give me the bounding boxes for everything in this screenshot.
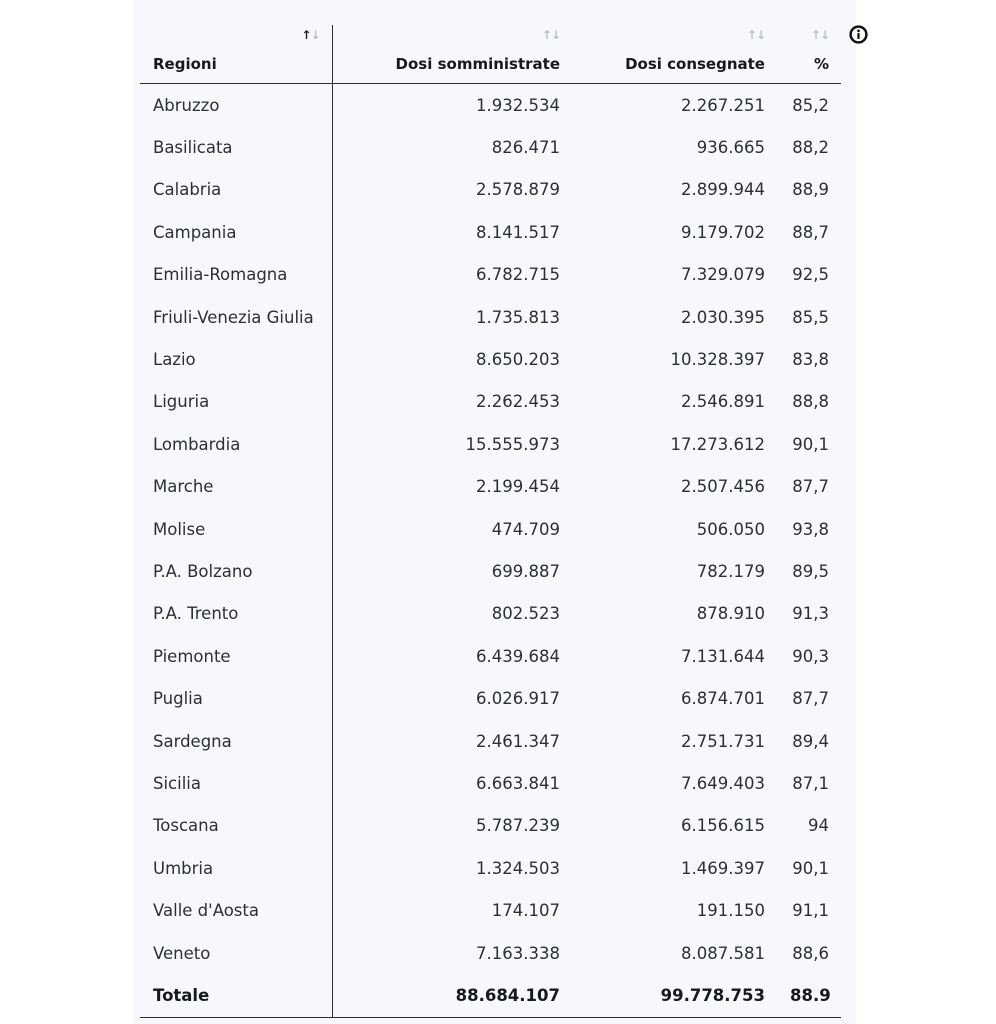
table-row — [140, 381, 841, 423]
cell-percent: 89,4 — [792, 731, 829, 751]
table-row — [140, 254, 841, 296]
table-row — [140, 889, 841, 931]
cell-regione: Calabria — [140, 169, 332, 211]
cell-regione: Lazio — [140, 338, 332, 380]
cell-regione: Basilicata — [140, 126, 332, 168]
cell-somministrate: 6.439.684 — [476, 646, 560, 666]
cell-percent: 85,2 — [792, 95, 829, 115]
cell-regione: Valle d'Aosta — [140, 889, 332, 931]
cell-somministrate: 474.709 — [491, 519, 560, 539]
cell-regione: Campania — [140, 211, 332, 253]
table-row — [140, 466, 841, 508]
table-row — [140, 805, 841, 847]
cell-percent: 87,7 — [792, 477, 829, 497]
cell-percent: 90,1 — [792, 858, 829, 878]
cell-regione: Molise — [140, 508, 332, 550]
column-header-somministrate-label: Dosi somministrate — [395, 55, 560, 73]
cell-percent: 87,1 — [792, 773, 829, 793]
table-row — [140, 84, 841, 127]
table-row — [140, 338, 841, 380]
cell-somministrate: 2.461.347 — [476, 731, 560, 751]
cell-consegnate: 782.179 — [696, 561, 765, 581]
cell-consegnate: 6.156.615 — [681, 816, 765, 836]
table-row — [140, 635, 841, 677]
table-header-row — [140, 25, 841, 84]
cell-regione: Veneto — [140, 932, 332, 974]
cell-consegnate: 2.030.395 — [681, 307, 765, 327]
cell-regione: Puglia — [140, 677, 332, 719]
cell-consegnate: 1.469.397 — [681, 858, 765, 878]
cell-regione: Marche — [140, 466, 332, 508]
cell-consegnate: 10.328.397 — [670, 350, 765, 370]
cell-somministrate: 7.163.338 — [476, 943, 560, 963]
cell-percent: 85,5 — [792, 307, 829, 327]
cell-regione: Friuli-Venezia Giulia — [140, 296, 332, 338]
column-header-regioni[interactable] — [140, 25, 332, 84]
table-row — [140, 169, 841, 211]
cell-regione: Sardegna — [140, 720, 332, 762]
cell-consegnate: 936.665 — [696, 138, 765, 158]
table-row — [140, 762, 841, 804]
column-header-percent-label: % — [813, 55, 829, 73]
total-somministrate: 88.684.107 — [332, 974, 572, 1017]
table-row — [140, 550, 841, 592]
sort-regioni-icon[interactable]: ↑↓ — [301, 28, 320, 42]
cell-consegnate: 878.910 — [696, 604, 765, 624]
cell-regione: Emilia-Romagna — [140, 254, 332, 296]
sort-consegnate-icon[interactable]: ↑↓ — [746, 28, 765, 42]
cell-consegnate: 2.507.456 — [681, 477, 765, 497]
cell-somministrate: 1.735.813 — [476, 307, 560, 327]
cell-consegnate: 2.267.251 — [681, 95, 765, 115]
table-row — [140, 126, 841, 168]
cell-percent: 90,1 — [792, 434, 829, 454]
cell-consegnate: 2.751.731 — [681, 731, 765, 751]
cell-percent: 88,2 — [792, 138, 829, 158]
cell-somministrate: 15.555.973 — [465, 434, 560, 454]
cell-somministrate: 8.141.517 — [476, 222, 560, 242]
cell-percent: 90,3 — [792, 646, 829, 666]
cell-somministrate: 1.932.534 — [476, 95, 560, 115]
cell-regione: P.A. Bolzano — [140, 550, 332, 592]
cell-somministrate: 5.787.239 — [476, 816, 560, 836]
cell-percent: 87,7 — [792, 689, 829, 709]
cell-percent: 88,7 — [792, 222, 829, 242]
cell-somministrate: 8.650.203 — [476, 350, 560, 370]
cell-somministrate: 6.782.715 — [476, 265, 560, 285]
cell-regione: Sicilia — [140, 762, 332, 804]
total-percent: 88.9 — [777, 974, 841, 1017]
cell-percent: 91,3 — [792, 604, 829, 624]
cell-consegnate: 191.150 — [696, 901, 765, 921]
cell-percent: 89,5 — [792, 561, 829, 581]
cell-consegnate: 7.131.644 — [681, 646, 765, 666]
table-row-total — [140, 974, 841, 1017]
cell-percent: 88,6 — [792, 943, 829, 963]
cell-percent: 94 — [808, 816, 829, 836]
cell-regione: Liguria — [140, 381, 332, 423]
cell-somministrate: 2.199.454 — [476, 477, 560, 497]
table-row — [140, 677, 841, 719]
cell-regione: Umbria — [140, 847, 332, 889]
table-row — [140, 720, 841, 762]
cell-consegnate: 9.179.702 — [681, 222, 765, 242]
cell-somministrate: 826.471 — [491, 138, 560, 158]
cell-consegnate: 7.649.403 — [681, 773, 765, 793]
cell-somministrate: 174.107 — [491, 901, 560, 921]
cell-somministrate: 2.262.453 — [476, 392, 560, 412]
cell-consegnate: 2.546.891 — [681, 392, 765, 412]
cell-regione: Abruzzo — [140, 84, 332, 127]
cell-percent: 83,8 — [792, 350, 829, 370]
cell-percent: 88,8 — [792, 392, 829, 412]
cell-percent: 93,8 — [792, 519, 829, 539]
cell-somministrate: 699.887 — [491, 561, 560, 581]
sort-percent-icon[interactable]: ↑↓ — [810, 28, 829, 42]
table-row — [140, 508, 841, 550]
column-header-somministrate[interactable] — [332, 25, 572, 84]
vaccine-doses-table — [140, 25, 841, 1018]
sort-somministrate-icon[interactable]: ↑↓ — [541, 28, 560, 42]
column-header-percent[interactable] — [777, 25, 841, 84]
cell-regione: P.A. Trento — [140, 593, 332, 635]
table-row — [140, 847, 841, 889]
cell-consegnate: 506.050 — [696, 519, 765, 539]
column-header-regioni-label: Regioni — [153, 55, 217, 73]
column-header-consegnate[interactable] — [572, 25, 777, 84]
cell-somministrate: 6.026.917 — [476, 689, 560, 709]
cell-consegnate: 2.899.944 — [681, 180, 765, 200]
table-row — [140, 211, 841, 253]
column-header-consegnate-label: Dosi consegnate — [625, 55, 765, 73]
cell-consegnate: 6.874.701 — [681, 689, 765, 709]
cell-somministrate: 2.578.879 — [476, 180, 560, 200]
cell-somministrate: 802.523 — [491, 604, 560, 624]
table-row — [140, 593, 841, 635]
cell-percent: 91,1 — [792, 901, 829, 921]
info-icon[interactable] — [849, 25, 868, 44]
cell-regione: Lombardia — [140, 423, 332, 465]
cell-regione: Toscana — [140, 805, 332, 847]
cell-percent: 88,9 — [792, 180, 829, 200]
total-consegnate: 99.778.753 — [572, 974, 777, 1017]
cell-consegnate: 17.273.612 — [670, 434, 765, 454]
cell-consegnate: 7.329.079 — [681, 265, 765, 285]
cell-regione: Piemonte — [140, 635, 332, 677]
table-row — [140, 932, 841, 974]
cell-percent: 92,5 — [792, 265, 829, 285]
table-row — [140, 423, 841, 465]
cell-consegnate: 8.087.581 — [681, 943, 765, 963]
cell-somministrate: 1.324.503 — [476, 858, 560, 878]
table-row — [140, 296, 841, 338]
total-label: Totale — [140, 974, 332, 1017]
cell-somministrate: 6.663.841 — [476, 773, 560, 793]
